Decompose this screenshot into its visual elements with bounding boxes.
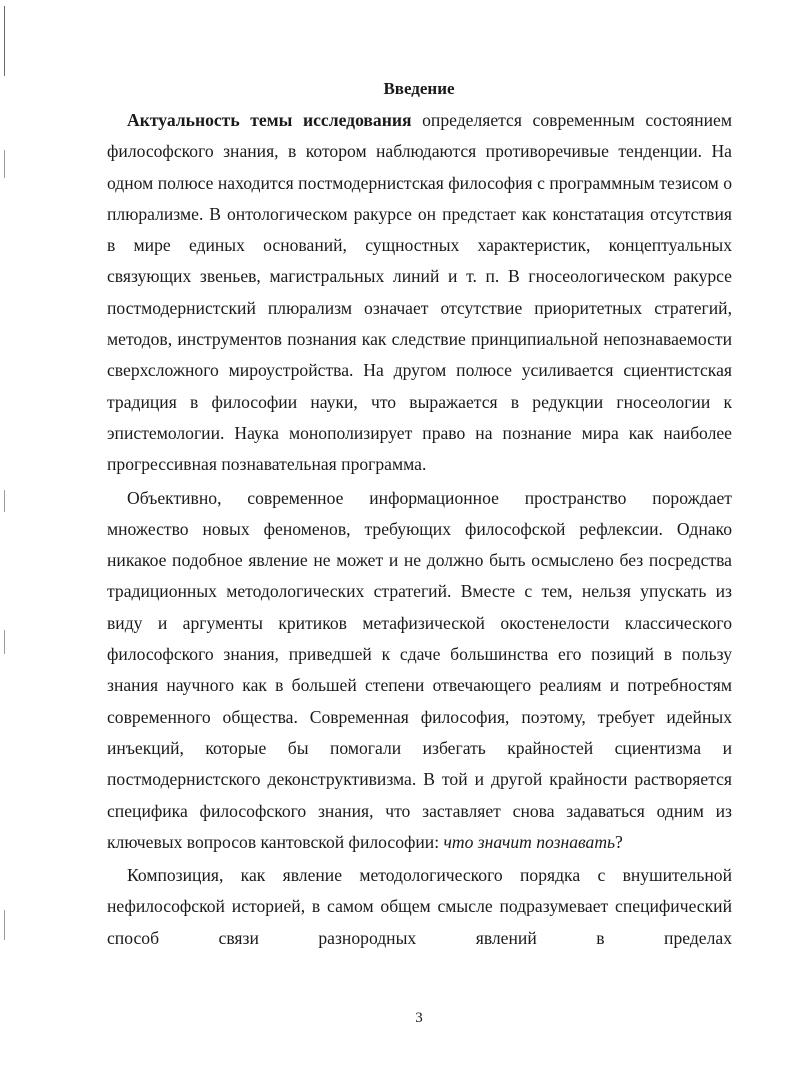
paragraph-1-text: определяется современным состоянием философского знания, в котором наблюдаются противоречивые тенденции. На одном полюсе находится постмодернистская философия с программным тезисом о плюрализме. В онтологическом ракурсе он предстает как констатация отсутствия в мире единых оснований, сущностных характеристик, концептуальных связующих звеньев, магистральных линий и т. п. В гносеологическом ракурсе постмодернистский плюрализм означает отсутствие приоритетных стратегий, методов, инструментов познания как следствие принципиальной непознаваемости сверхсложного мироустройства. На другом полюсе усиливается сциентистская традиция в философии науки, что выражается в редукции гносеологии к эпистемологии. Наука монополизирует право на познание мира как наиболее прогрессивная познавательная программа.: [107, 110, 732, 475]
body-text: [107, 105, 732, 954]
paragraph-1: [107, 105, 732, 481]
paragraph-2-tail: ?: [615, 831, 623, 852]
scan-artifact: [4, 910, 5, 940]
paragraph-2-italic: что значит познавать: [443, 831, 616, 852]
scan-artifact: [4, 6, 5, 76]
paragraph-2-text: Объективно, современное информационное пространство порождает множество новых феноменов, требующих философской рефлексии. Однако никакое подобное явление не может и не должно быть осмыслено без посредства традиционных методологических стратегий. Вместе с тем, нельзя упускать из виду и аргументы критиков метафизической окостенелости классического философского знания, приведшей к сдаче большинства его позиций в пользу знания научного как в большей степени отвечающего реалиям и потребностям современного общества. Современная философия, поэтому, требует идейных инъекций, которые бы помогали избегать крайностей сциентизма и постмодернистского деконструктивизма. В той и другой крайности растворяется специфика философского знания, что заставляет снова задаваться одним из ключевых вопросов кантовской философии:: [107, 487, 732, 852]
scan-artifact: [4, 490, 5, 512]
page-number: 3: [415, 1010, 423, 1026]
paragraph-2: [107, 483, 732, 859]
page-title: Введение: [383, 79, 455, 98]
paragraph-3: [107, 860, 732, 954]
scan-artifact: [4, 150, 5, 178]
paragraph-3-text: Композиция, как явление методологического порядка с внушительной нефилософской историей, в самом общем смысле подразумевает специфический способ связи разнородных явлений в пределах: [107, 865, 732, 948]
scan-artifact: [4, 630, 5, 654]
paragraph-1-lead: Актуальность темы исследования: [127, 110, 412, 130]
